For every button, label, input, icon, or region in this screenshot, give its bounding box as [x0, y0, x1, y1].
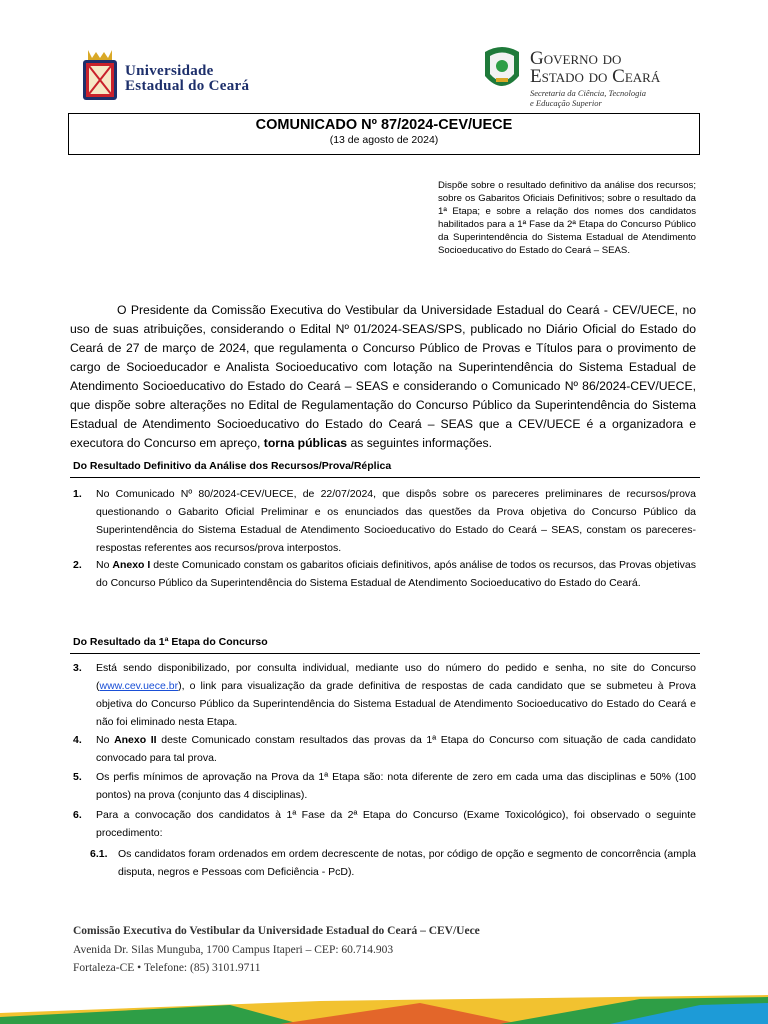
item-4-pre: No: [96, 734, 110, 746]
item-3-pre: Está sendo disponibilizado, por consulta individual, mediante uso do número do pedido e senha, no site do Concurso (: [96, 662, 696, 692]
section-rule: [70, 477, 700, 478]
item-number: 1.: [73, 488, 82, 500]
document-title: COMUNICADO Nº 87/2024-CEV/UECE: [255, 117, 513, 133]
uece-line1: Universidade: [125, 63, 214, 79]
item-5: Os perfis mínimos de aprovação na Prova da 1ª Etapa são: nota diferente de zero em cada uma das disciplinas e 50% (100 pontos) na prova (conjunto das 4 disciplinas).: [96, 771, 696, 801]
item-1: No Comunicado Nº 80/2024-CEV/UECE, de 22/07/2024, que dispôs sobre os pareceres preliminares de recursos/prova questionando o Gabarito Oficial Preliminar e os enunciados das questões da Prova objetiva do Concurso Público da Superintendência do Sistema Estadual de Atendimento Socioeducativo do Estado do Ceará – SEAS, constam os pareceres-respostas referentes aos recursos/prova interpostos.: [96, 488, 696, 554]
item-2-text: deste Comunicado constam os gabaritos oficiais definitivos, após análise de todos os recursos, das Provas objetivas do Concurso Público da Superintendência do Sistema Estadual de Atendimento Socioeducativo do Estado do Ceará.: [96, 559, 697, 589]
item-6: Para a convocação dos candidatos à 1ª Fase da 2ª Etapa do Concurso (Exame Toxicológico), foi observado o seguinte procedimento:: [96, 809, 696, 839]
intro-bold: torna públicas: [263, 436, 348, 450]
intro-text: O Presidente da Comissão Executiva do Vestibular da Universidade Estadual do Ceará - CEV/UECE, no uso de suas atribuições, considerando o Edital Nº 01/2024-SEAS/SPS, publicado no Diário Oficial do Estado do Ceará de 27 de março de 2024, que regulamenta o Concurso Público de Provas e Títulos para o provimento de cargo de Socioeducador e Analista Socioeducativo com lotação na Superintendência do Sistema Estadual de Atendimento Socioeducativo do Estado do Ceará – SEAS e considerando o Comunicado Nº 86/2024-CEV/UECE, que dispõe sobre alterações no Edital de Regulamentação do Concurso Público da Superintendência do Sistema Estadual de Atendimento Socioeducativo do Estado do Ceará – SEAS que a CEV/UECE é a organizadora e executora do Concurso em apreço,: [70, 303, 696, 450]
section-heading-etapa: Do Resultado da 1ª Etapa do Concurso: [73, 636, 268, 648]
item-2: [96, 556, 696, 592]
footer-line3: Fortaleza-CE • Telefone: (85) 3101.9711: [73, 962, 261, 974]
item-4: [96, 731, 696, 767]
footer-color-bar: [0, 993, 768, 1024]
intro-tail: as seguintes informações.: [350, 436, 493, 450]
gov-line2: Estado do Ceará: [530, 66, 661, 87]
footer-line2: Avenida Dr. Silas Munguba, 1700 Campus Itaperi – CEP: 60.714.903: [73, 944, 394, 956]
footer-line1: Comissão Executiva do Vestibular da Universidade Estadual do Ceará – CEV/Uece: [73, 925, 480, 937]
item-4-bold: Anexo II: [114, 734, 157, 746]
section-rule: [70, 653, 700, 654]
item-3: [96, 659, 696, 731]
document-date: (13 de agosto de 2024): [329, 134, 439, 146]
section-heading-recursos: Do Resultado Definitivo da Análise dos Recursos/Prova/Réplica: [73, 460, 392, 472]
governo-logo-title: [530, 50, 660, 86]
ementa: Dispõe sobre o resultado definitivo da análise dos recursos; sobre os Gabaritos Oficiais Definitivos; sobre o resultado da 1ª Etapa; e sobre a relação dos nomes dos candidatos habilitados para a 1ª Fase da 2ª Etapa do Concurso Público da Superintendência do Sistema Estadual de Atendimento Socioeducativo do Estado do Ceará – SEAS.: [438, 180, 696, 256]
gov-sub2: e Educação Superior: [530, 98, 602, 108]
uece-crest-icon: [80, 46, 120, 104]
intro-paragraph: [70, 301, 696, 453]
item-2-pre: No: [96, 559, 110, 571]
item-number: 6.: [73, 809, 82, 821]
title-box: [68, 113, 700, 155]
governo-logo-subtitle: [530, 88, 646, 108]
gov-line1: Governo do: [530, 48, 622, 69]
item-number: 5.: [73, 771, 82, 783]
ceara-coat-of-arms-icon: [481, 42, 523, 96]
item-4-text: deste Comunicado constam resultados das provas da 1ª Etapa do Concurso com situação de cada candidato convocado para tal prova.: [96, 734, 697, 764]
item-number: 6.1.: [90, 848, 108, 860]
uece-logo-text: [125, 64, 249, 94]
item-number: 3.: [73, 662, 82, 674]
uece-line2: Estadual do Ceará: [125, 78, 250, 94]
item-2-bold: Anexo I: [112, 559, 151, 571]
cev-site-link[interactable]: www.cev.uece.br: [99, 680, 179, 692]
item-number: 2.: [73, 559, 82, 571]
item-3-post: ), o link para visualização da grade definitiva de respostas de cada candidato que se submeteu à Prova objetiva do Concurso Público da Superintendência do Sistema Estadual de Atendimento Socioeducativo do Estado do Ceará e não foi eliminado nesta Etapa.: [96, 680, 696, 728]
gov-sub1: Secretaria da Ciência, Tecnologia: [530, 88, 646, 98]
item-6-1: Os candidatos foram ordenados em ordem decrescente de notas, por código de opção e segmento de concorrência (ampla disputa, negros e Pessoas com Deficiência - PcD).: [118, 848, 696, 878]
item-number: 4.: [73, 734, 82, 746]
